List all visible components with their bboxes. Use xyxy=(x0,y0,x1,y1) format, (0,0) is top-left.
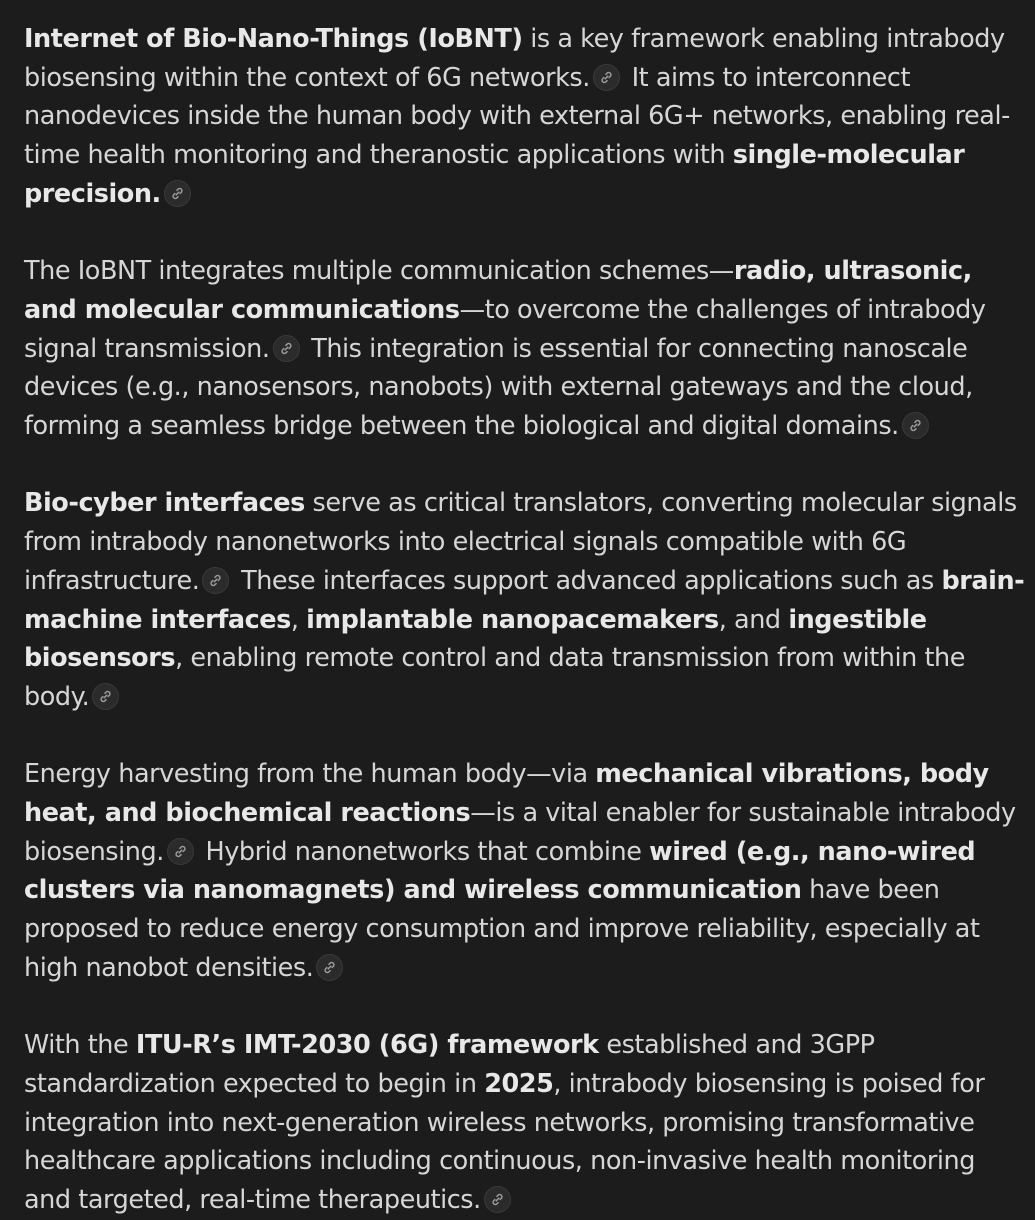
text: It aims to interconnect nanodevices inside the human body with external 6G+ networks, enabling real-time health monitoring and theranostic applications with xyxy=(24,62,1010,171)
text: —is a vital enabler for sustainable intrabody biosensing. xyxy=(24,798,1016,867)
link-icon xyxy=(170,186,185,201)
text: is a key framework enabling intrabody biosensing within the context of 6G networks. xyxy=(24,24,1005,93)
text: This integration is essential for connecting nanoscale devices (e.g., nanosensors, nanobots) with external gateways and the cloud, forming a seamless bridge between the biological and digital domains. xyxy=(24,333,973,442)
link-icon xyxy=(98,689,113,704)
paragraph-itu-standardization xyxy=(24,1026,1029,1220)
bold-text: ITU-R’s IMT-2030 (6G) framework xyxy=(135,1030,599,1061)
bold-text: wired (e.g., nano-wired clusters via nanomagnets) and wireless communication xyxy=(24,836,976,906)
bold-text: radio, ultrasonic, and molecular communications xyxy=(24,256,972,325)
source-link-button[interactable] xyxy=(902,412,929,439)
paragraph-iobnt xyxy=(24,20,1029,214)
text: , intrabody biosensing is poised for integration into next-generation wireless networks, promising transformative healthcare applications including continuous, non-invasive health monitoring and targeted, real-time therapeutics. xyxy=(24,1068,985,1216)
text: , and xyxy=(718,604,789,635)
text: Hybrid nanonetworks that combine xyxy=(197,836,650,867)
text: established and 3GPP standardization expected to begin in xyxy=(24,1030,875,1099)
source-link-button[interactable] xyxy=(167,838,194,865)
bold-text: 2025 xyxy=(484,1068,554,1099)
link-icon xyxy=(279,341,294,356)
bold-text: ingestible biosensors xyxy=(24,604,927,674)
text: Energy harvesting from the human body—via xyxy=(24,759,596,790)
text: , xyxy=(290,604,307,635)
paragraph-bio-cyber-interfaces xyxy=(24,484,1029,716)
source-link-button[interactable] xyxy=(593,64,620,91)
source-link-button[interactable] xyxy=(273,335,300,362)
bold-text: implantable nanopacemakers xyxy=(306,604,719,635)
link-icon xyxy=(173,844,188,859)
text: have been proposed to reduce energy consumption and improve reliability, especially at high nanobot densities. xyxy=(24,875,980,983)
link-icon xyxy=(322,960,337,975)
text: The IoBNT integrates multiple communication schemes— xyxy=(24,256,734,287)
text: , enabling remote control and data transmission from within the body. xyxy=(24,643,965,712)
bold-text: single-molecular precision. xyxy=(24,140,965,209)
source-link-button[interactable] xyxy=(92,683,119,710)
paragraph-communication-schemes xyxy=(24,252,1029,446)
link-icon xyxy=(599,70,614,85)
text: serve as critical translators, converting molecular signals from intrabody nanonetworks into electrical signals compatible with 6G infrastructure. xyxy=(24,488,1017,596)
link-icon xyxy=(208,573,223,588)
source-link-button[interactable] xyxy=(316,954,343,981)
text: —to overcome the challenges of intrabody signal transmission. xyxy=(24,294,986,364)
bold-text: brain-machine interfaces xyxy=(24,565,1025,635)
bold-text: Bio-cyber interfaces xyxy=(24,488,305,519)
source-link-button[interactable] xyxy=(164,180,191,207)
bold-text: mechanical vibrations, body heat, and biochemical reactions xyxy=(24,759,989,829)
paragraph-energy-harvesting xyxy=(24,755,1029,987)
text: These interfaces support advanced applications such as xyxy=(233,565,942,596)
text: With the xyxy=(24,1030,136,1061)
answer-content xyxy=(24,20,1029,1220)
bold-text: Internet of Bio-Nano-Things (IoBNT) xyxy=(24,24,523,54)
link-icon xyxy=(908,418,923,433)
source-link-button[interactable] xyxy=(202,567,229,594)
